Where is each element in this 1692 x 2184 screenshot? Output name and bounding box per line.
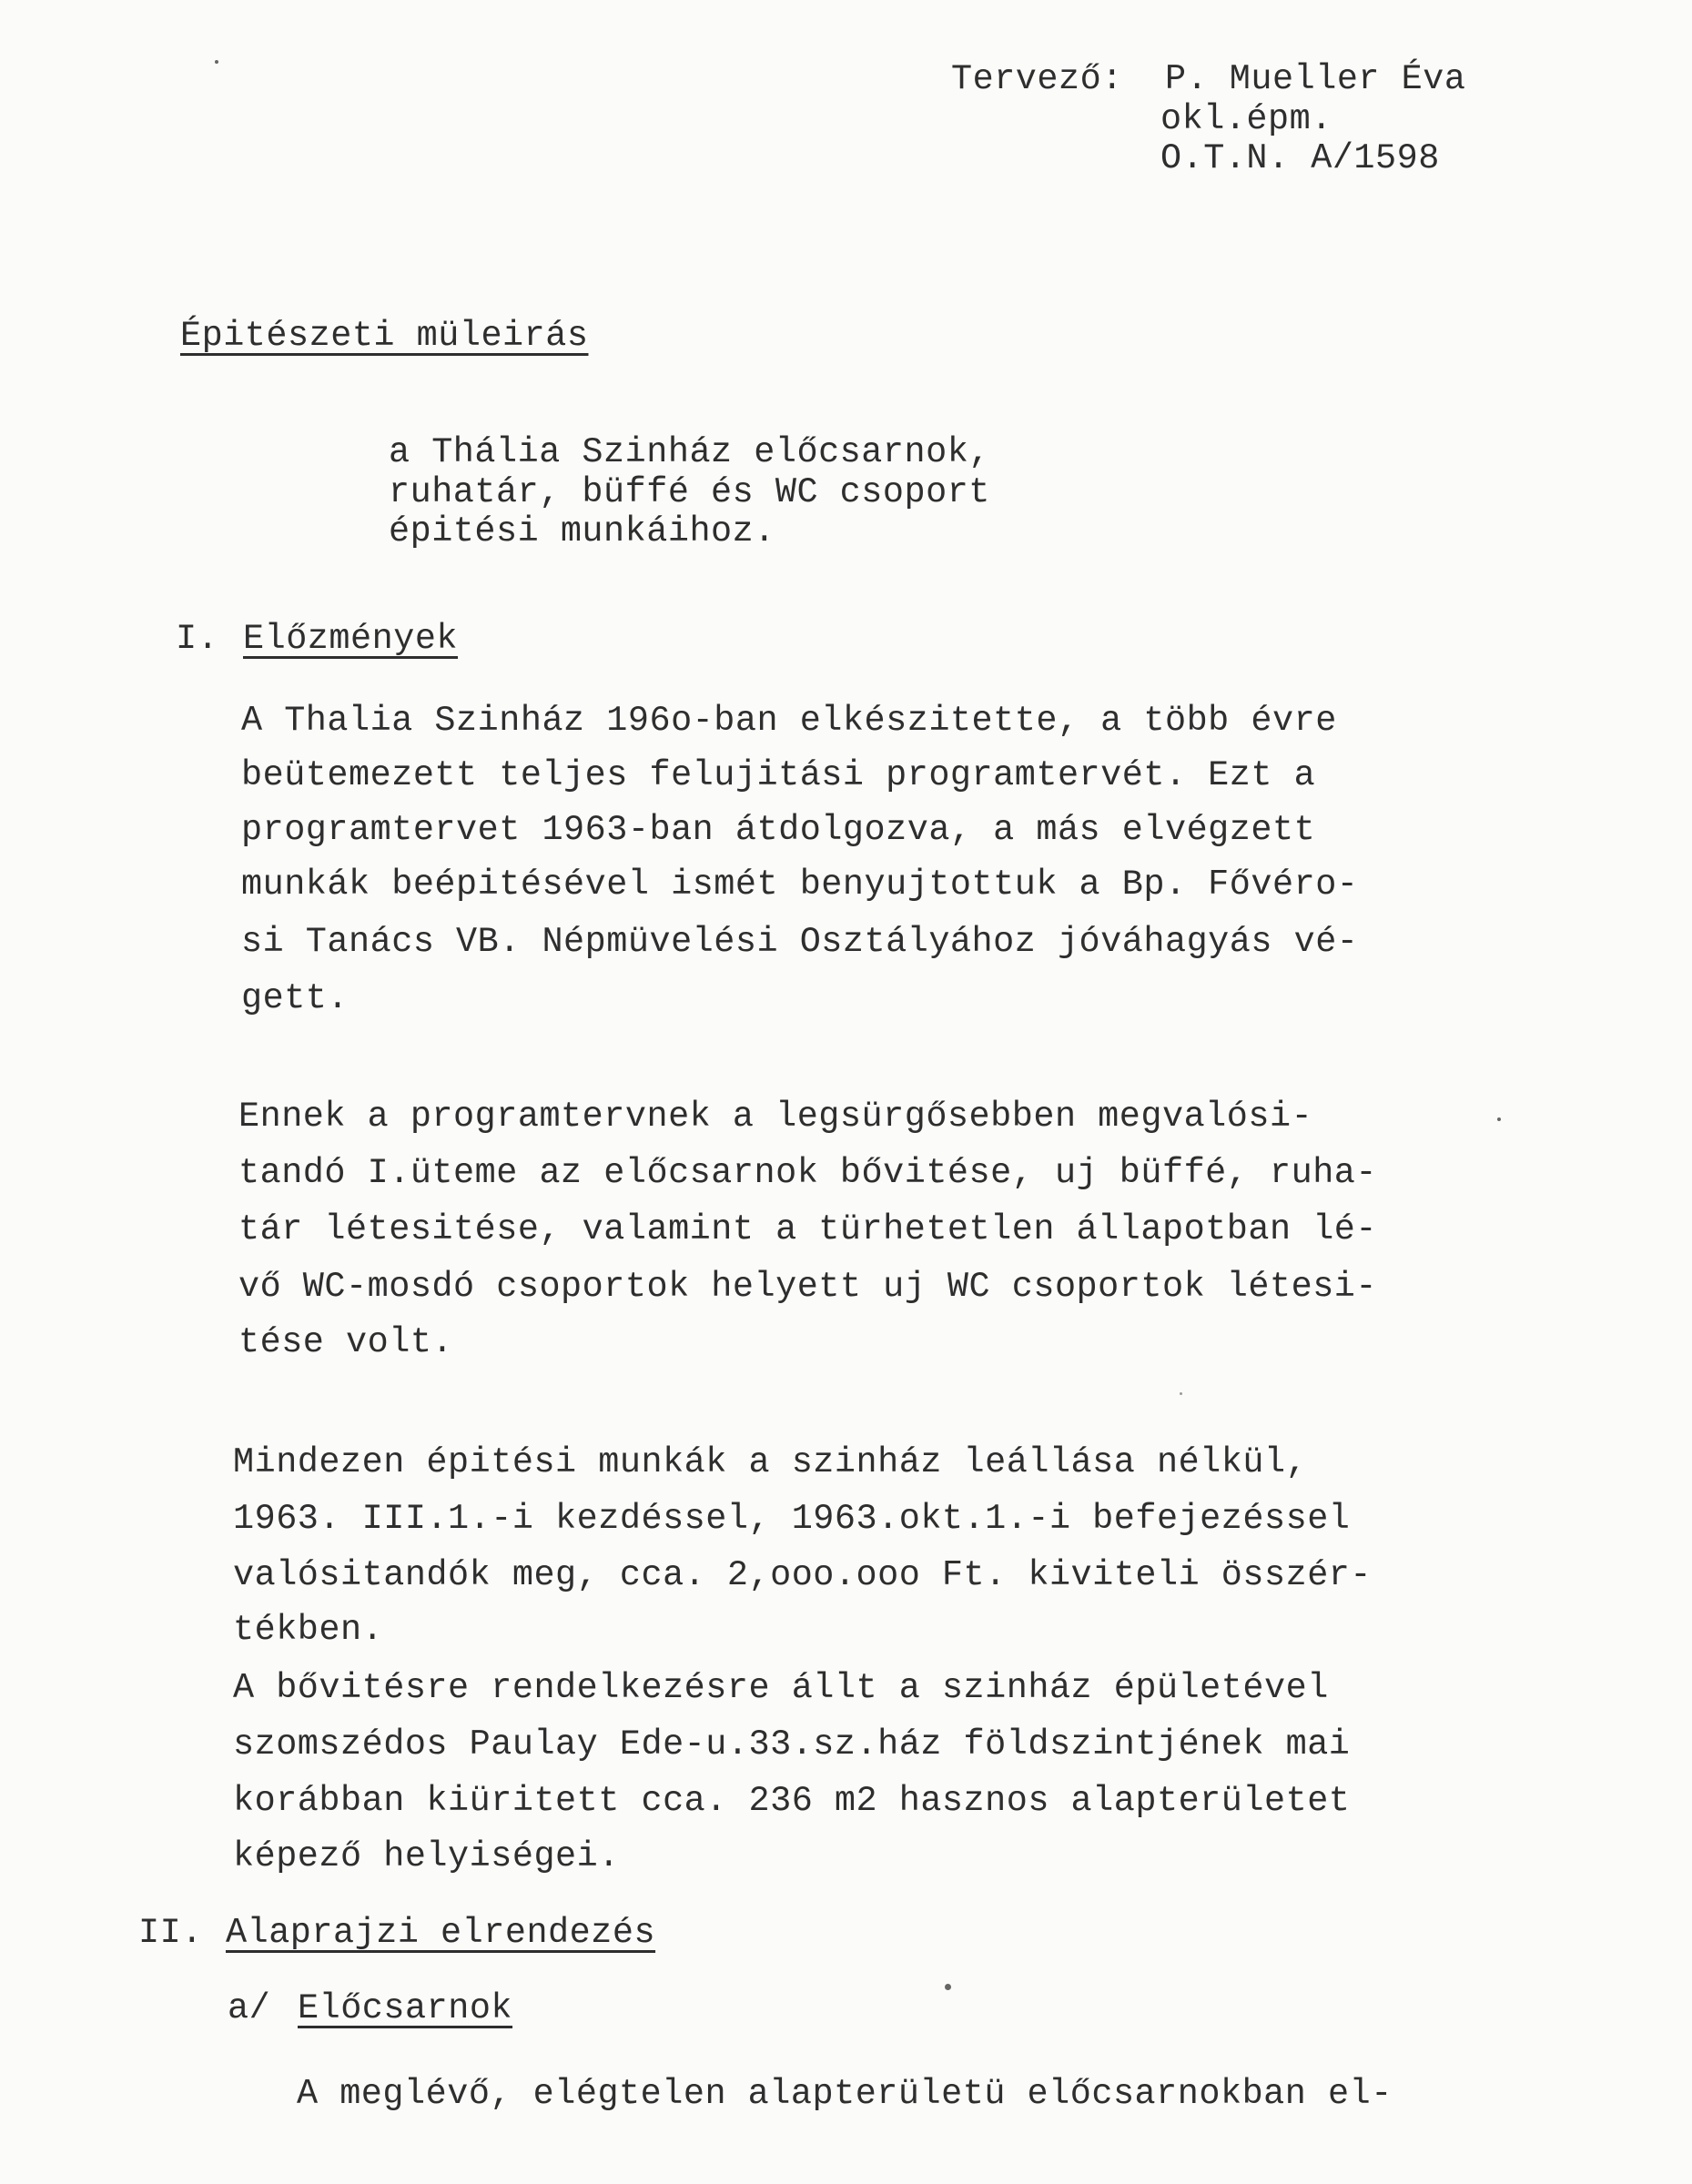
subtitle-line-3: épitési munkáihoz. xyxy=(389,511,775,551)
subtitle-line-1: a Thália Szinház előcsarnok, xyxy=(389,432,990,472)
paragraph-3-line-8: képező helyiségei. xyxy=(233,1836,620,1876)
designer-name: P. Mueller Éva xyxy=(1165,59,1466,99)
document-title: Épitészeti müleirás xyxy=(180,316,589,356)
paragraph-1-line-5: si Tanács VB. Népmüvelési Osztályához jóváhagyás vé- xyxy=(241,922,1359,962)
paragraph-1-line-6: gett. xyxy=(241,978,350,1018)
paragraph-3-line-4: tékben. xyxy=(233,1610,384,1650)
subsection-a-line-1: A meglévő, elégtelen alapterületü előcsarnokban el- xyxy=(297,2074,1393,2114)
designer-title: okl.épm. xyxy=(1160,99,1332,139)
section-1-number: I. xyxy=(176,619,219,659)
paragraph-1-line-4: munkák beépitésével ismét benyujtottuk a Bp. Fővéro- xyxy=(241,864,1359,905)
paragraph-1-line-3: programtervet 1963-ban átdolgozva, a más elvégzett xyxy=(241,810,1316,850)
designer-license: O.T.N. A/1598 xyxy=(1160,138,1440,178)
section-2-heading: Alaprajzi elrendezés xyxy=(226,1913,656,1953)
section-1-heading: Előzmények xyxy=(243,619,459,659)
paragraph-2-line-2: tandó I.üteme az előcsarnok bővitése, uj büffé, ruha- xyxy=(238,1153,1377,1193)
scan-speck xyxy=(945,1984,951,1990)
paragraph-2-line-3: tár létesitése, valamint a türhetetlen állapotban lé- xyxy=(238,1209,1377,1249)
subsection-a-heading: Előcsarnok xyxy=(298,1988,513,2028)
paragraph-2-line-4: vő WC-mosdó csoportok helyett uj WC csoportok létesi- xyxy=(238,1267,1377,1307)
designer-label: Tervező: xyxy=(951,59,1123,99)
paragraph-2-line-5: tése volt. xyxy=(238,1322,454,1362)
scan-speck xyxy=(1180,1392,1182,1395)
paragraph-3-line-6: szomszédos Paulay Ede-u.33.sz.ház földszintjének mai xyxy=(233,1724,1351,1764)
paragraph-1-line-1: A Thalia Szinház 196o-ban elkészitette, a több évre xyxy=(241,701,1337,741)
paragraph-2-line-1: Ennek a programtervnek a legsürgősebben megvalósi- xyxy=(238,1097,1313,1137)
scan-speck xyxy=(1497,1117,1501,1121)
section-2-number: II. xyxy=(138,1913,203,1953)
scan-speck xyxy=(215,60,218,64)
paragraph-1-line-2: beütemezett teljes felujitási programtervét. Ezt a xyxy=(241,755,1316,795)
subtitle-line-2: ruhatár, büffé és WC csoport xyxy=(389,472,990,512)
paragraph-3-line-1: Mindezen épitési munkák a szinház leállása nélkül, xyxy=(233,1442,1308,1482)
paragraph-3-line-2: 1963. III.1.-i kezdéssel, 1963.okt.1.-i befejezéssel xyxy=(233,1499,1351,1539)
paragraph-3-line-3: valósitandók meg, cca. 2,ooo.ooo Ft. kiviteli összér- xyxy=(233,1555,1372,1595)
paragraph-3-line-5: A bővitésre rendelkezésre állt a szinház épületével xyxy=(233,1668,1329,1708)
subsection-a-label: a/ xyxy=(228,1988,271,2028)
paragraph-3-line-7: korábban kiüritett cca. 236 m2 hasznos alapterületet xyxy=(233,1781,1351,1821)
